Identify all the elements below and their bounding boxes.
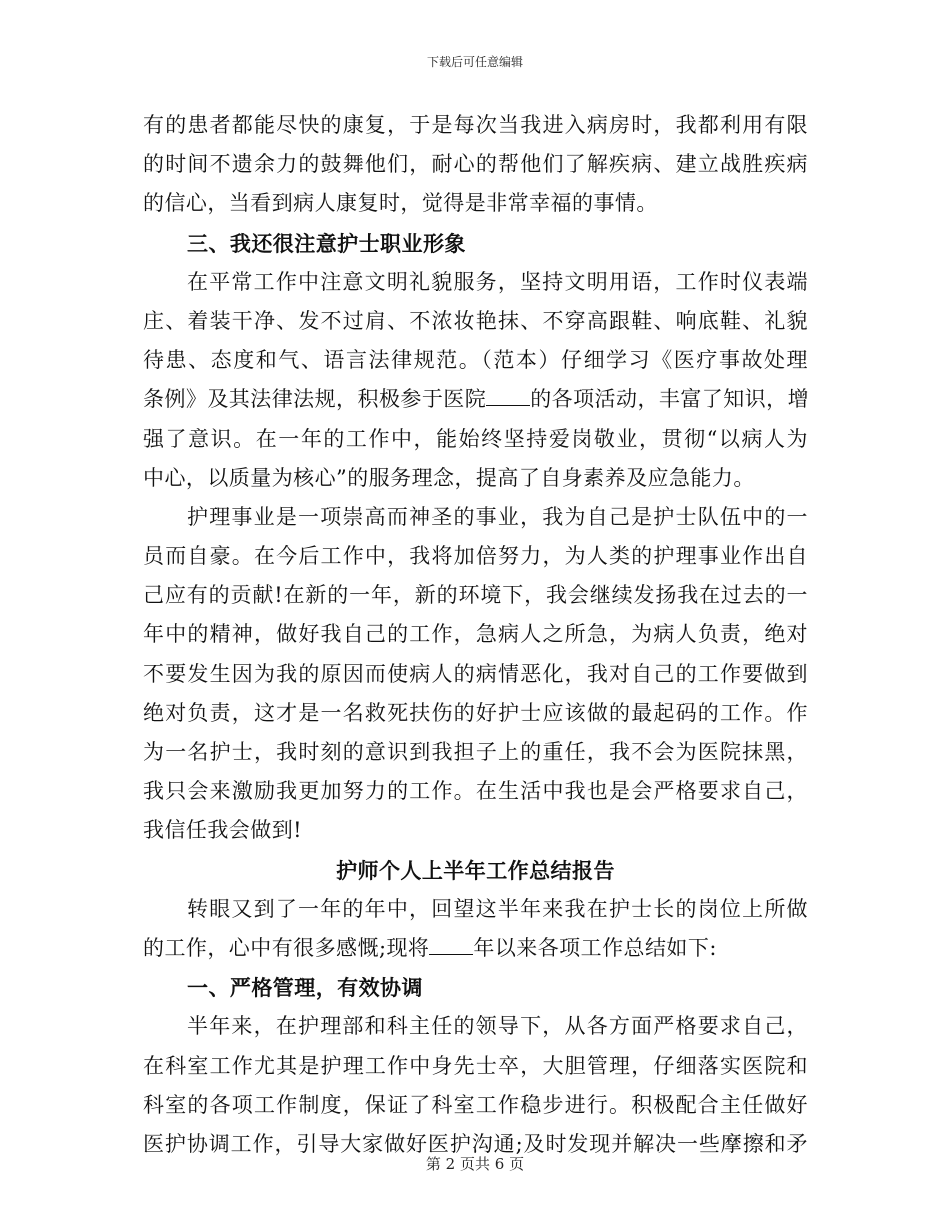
paragraph-line: 转眼又到了一年的年中，回望这半年来我在护士长的岗位上所做 [187,896,808,921]
blank-underline [486,383,530,406]
paragraph-line: 我信任我会做到! [143,818,303,843]
paragraph-line: 庄、着装干净、发不过肩、不浓妆艳抹、不穿高跟鞋、响底鞋、礼貌 [143,308,808,333]
paragraph-line: 员而自豪。在今后工作中，我将加倍努力，为人类的护理事业作出自 [143,544,808,569]
paragraph-line: 在科室工作尤其是护理工作中身先士卒，大胆管理，仔细落实医院和 [143,1053,808,1078]
header-note: 下载后可任意编辑 [426,55,523,69]
paragraph-line: 不要发生因为我的原因而使病人的病情恶化，我对自己的工作要做到 [143,661,808,686]
paragraph-line: 的时间不遗余力的鼓舞他们，耐心的帮他们了解疾病、建立战胜疾病 [143,152,808,177]
paragraph-line: 强了意识。在一年的工作中，能始终坚持爱岗敬业，贯彻“以病人为 [143,426,808,451]
section-heading: 三、我还很注意护士职业形象 [187,230,466,256]
section-heading: 一、严格管理，有效协调 [187,975,423,1001]
paragraph-line: 我只会来激励我更加努力的工作。在生活中我也是会严格要求自己， [143,779,808,804]
paragraph-line: 在平常工作中注意文明礼貌服务，坚持文明用语，工作时仪表端 [187,269,808,294]
page-footer: 第 2 页共 6 页 [425,1155,525,1173]
paragraph-line: 为一名护士，我时刻的意识到我担子上的重任，我不会为医院抹黑， [143,740,808,764]
blank-underline [429,932,473,955]
paragraph-line: 中心，以质量为核心”的服务理念，提高了自身素养及应急能力。 [143,465,755,490]
paragraph-line [143,380,808,419]
paragraph-line: 待患、态度和气、语言法律规范。（范本）仔细学习《医疗事故处理 [143,348,808,373]
paragraph-line: 科室的各项工作制度，保证了科室工作稳步进行。积极配合主任做好 [143,1092,808,1117]
paragraph-line-end: 的各项活动，丰富了知识，增 [530,387,810,412]
paragraph-line: 绝对负责，这才是一名救死扶伤的好护士应该做的最起码的工作。作 [143,700,808,725]
report-title: 护师个人上半年工作总结报告 [336,857,615,883]
paragraph-line-start: 的工作，心中有很多感慨;现将 [143,935,430,960]
paragraph-line-start: 条例》及其法律法规，积极参于医院 [143,387,487,412]
document-body [143,106,808,1164]
paragraph-line: 己应有的贡献!在新的一年，新的环境下，我会继续发扬我在过去的一 [143,583,808,608]
paragraph-line: 半年来，在护理部和科主任的领导下，从各方面严格要求自己， [187,1014,808,1039]
paragraph-line: 年中的精神，做好我自己的工作，急病人之所急，为病人负责，绝对 [143,622,808,647]
paragraph-line: 护理事业是一项崇高而神圣的事业，我为自己是护士队伍中的一 [187,504,808,529]
paragraph-line-end: 年以来各项工作总结如下: [473,935,717,960]
paragraph-line: 的信心，当看到病人康复时，觉得是非常幸福的事情。 [143,191,658,216]
paragraph-line: 医护协调工作，引导大家做好医护沟通;及时发现并解决一些摩擦和矛 [143,1131,808,1156]
paragraph-line [143,929,808,968]
paragraph-line: 有的患者都能尽快的康复，于是每次当我进入病房时，我都利用有限 [143,113,808,137]
